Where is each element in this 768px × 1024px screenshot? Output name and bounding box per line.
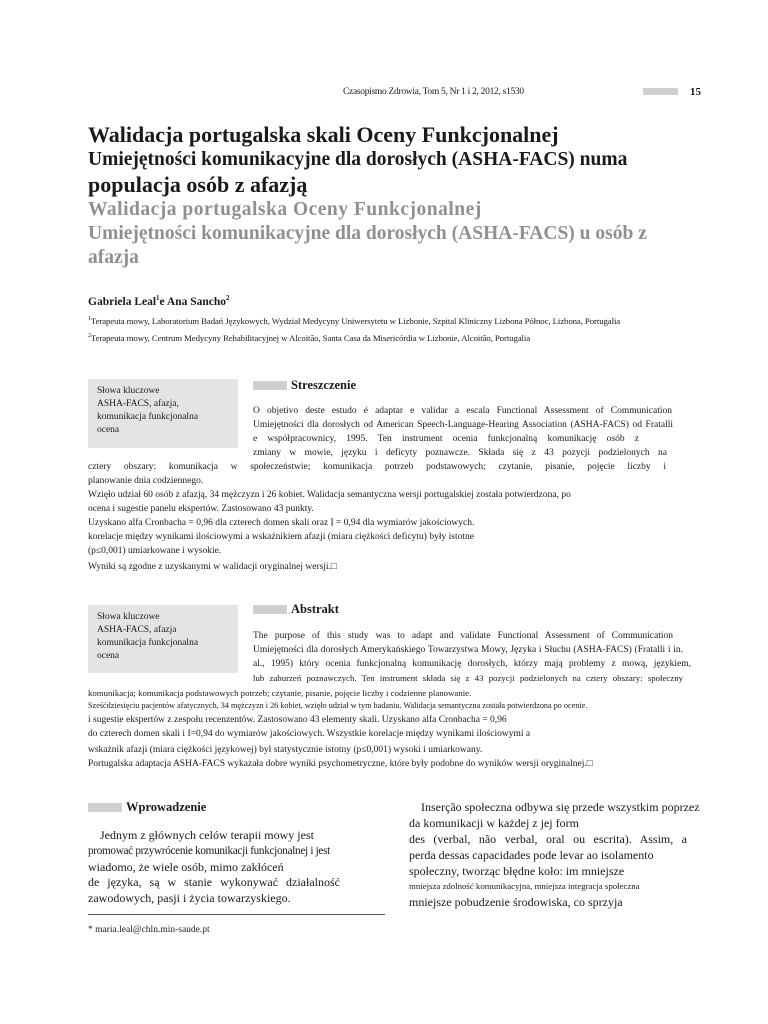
abstract-line: planowanie dnia codziennego. (88, 476, 204, 486)
keyword-line: ocena (97, 425, 120, 435)
abstract-line: zmiany w mowie, języku i deficyty poznawcze. Składa się z 43 pozycji podzielonych na (253, 448, 667, 458)
section-decor-bar (253, 605, 287, 614)
streszczenie-heading: Streszczenie (291, 378, 357, 392)
authors (88, 294, 230, 308)
abstract-line: Portugalska adaptacja ASHA-FACS wykazała dobre wyniki psychometryczne, które były podobne do wyników wersji oryginalnej.□ (88, 759, 593, 769)
wprowadzenie-heading: Wprowadzenie (126, 800, 207, 814)
title-polish-line-1: Walidacja portugalska skali Oceny Funkcjonalnej (88, 122, 559, 147)
title-grey-line-1: Walidacja portugalska Oceny Funkcjonalnej (88, 199, 482, 220)
author-1-sup: 1 (156, 294, 160, 302)
title-polish-line-3: populacja osób z afazją (88, 172, 308, 197)
keywords-label: Słowa kluczowe (97, 612, 160, 622)
abstract-line: Sześćdziesięciu pacjentów afatycznych, 34 mężczyzn i 26 kobiet, wzięło udział w tym badaniu. Walidacja semantyczna została potwierdzona po ocenie. (88, 701, 588, 710)
abstract-line: al., 1995) który ocenia funkcjonalną komunikację dorosłych, którzy mają problemy z mową, językiem, (253, 659, 691, 669)
abstract-line: Wyniki są zgodne z uzyskanymi w walidacji oryginalnej wersji.□ (88, 562, 337, 572)
abstract-line: korelacje między wynikami ilościowymi a wskaźnikiem afazji (miara ciężkości deficytu) były istotne (88, 532, 474, 542)
body-line: Inserção społeczna odbywa się przede wszystkim poprzez (421, 800, 700, 814)
affiliation-2 (88, 333, 530, 343)
page-number: 15 (690, 86, 701, 98)
abstract-line: Umiejętności dla dorosłych Amerykańskiego Towarzystwa Mowy, Języka i Słuchu (ASHA-FACS) (Fratalli i in. (253, 645, 683, 655)
body-line: de języka, są w stanie wykonywać działalność (88, 875, 340, 889)
abstract-line: Umiejętności dla dorosłych od American Speech-Language-Hearing Association (ASHA-FACS) od Fratalli (253, 420, 673, 430)
authors-joiner: e Ana Sancho (159, 295, 227, 308)
abstract-line: komunikacja; komunikacja podstawowych potrzeb; czytanie, pisanie, pojęcie liczby i codzienne planowanie. (88, 688, 472, 698)
abstract-line: do czterech domen skali i I=0,94 do wymiarów jakościowych. Wszystkie korelacje między wynikami ilościowymi a (88, 729, 531, 739)
author-2-sup: 2 (226, 294, 230, 302)
keyword-line: komunikacja funkcjonalna (97, 412, 199, 422)
body-line: des (verbal, não verbal, oral ou escrita). Assim, a (409, 832, 687, 846)
affiliation-1-text: Terapeuta mowy, Laboratorium Badań Językowych, Wydział Medycyny Uniwersytetu w Lizbonie, Szpital Kliniczny Lizbona Północ, Lizbona, Portugalia (90, 316, 621, 326)
body-line: społeczny, tworząc błędne koło: im mniejsze (409, 864, 625, 878)
affiliation-2-text: Terapeuta mowy, Centrum Medycyny Rehabilitacyjnej w Alcoitão, Santa Casa da Misericórdia w Lizbonie, Alcoitão, Portugalia (90, 333, 531, 343)
abstract-line: cztery obszary: komunikacja w społeczeństwie; komunikacja potrzeb podstawowych; czytanie, pisanie, pojęcie liczby i (88, 462, 666, 472)
title-block (88, 122, 748, 270)
body-line: perda dessas capacidades pode levar ao isolamento (409, 848, 654, 862)
abstract-line: wskaźnik afazji (miara ciężkości językowej) był statystycznie istotny (p≤0,001) wysoki i umiarkowany. (88, 745, 483, 755)
title-grey-line-2: Umiejętności komunikacyjne dla dorosłych (ASHA-FACS) u osób z (88, 223, 647, 244)
title-polish-line-2: Umiejętności komunikacyjne dla dorosłych (ASHA-FACS) numa (88, 149, 628, 170)
body-line: zawodowych, pasji i życia towarzyskiego. (88, 891, 291, 905)
footnote-rule (88, 914, 385, 915)
body-line: wiadomo, że wiele osób, mimo zakłóceń (88, 860, 284, 874)
footnote-email: * maria.leal@chln.min-saude.pt (88, 925, 210, 935)
section-decor-bar (253, 381, 287, 390)
section-decor-bar (88, 803, 122, 812)
body-line: mniejsza zdolność komunikacyjna, mniejsza integracja społeczna (409, 881, 640, 891)
abstract-line: i sugestie ekspertów z zespołu recenzentów. Zastosowano 43 elementy skali. Uzyskano alfa Cronbacha = 0,96 (88, 715, 507, 725)
affiliation-2-sup: 2 (88, 333, 91, 340)
keyword-line: komunikacja funkcjonalna (97, 638, 199, 648)
keyword-line: ocena (97, 651, 120, 661)
abstract-line: e współpracownicy, 1995. Ten instrument ocenia funkcjonalną komunikację osób z (253, 434, 639, 444)
affiliation-1 (88, 316, 620, 326)
body-line: mniejsze pobudzenie środowiska, co sprzyja (409, 895, 623, 909)
title-grey-line-3: afazja (88, 247, 139, 268)
abstrakt-heading: Abstrakt (291, 602, 339, 616)
affiliation-1-sup: 1 (88, 316, 91, 323)
header-decor-bar (643, 88, 678, 95)
author-1: Gabriela Leal (88, 295, 157, 308)
abstract-line: ocena i sugestie panelu ekspertów. Zastosowano 43 punkty. (88, 504, 314, 514)
keywords-label: Słowa kluczowe (97, 386, 160, 396)
abstract-line: Uzyskano alfa Cronbacha = 0,96 dla czterech domen skali oraz Ị = 0,94 dla wymiarów jakościowych. (88, 518, 475, 528)
abstract-line: (p≤0,001) umiarkowane i wysokie. (88, 546, 222, 556)
keywords-box-streszczenie (88, 379, 238, 448)
abstract-line: Wzięło udział 60 osób z afazją, 34 mężczyzn i 26 kobiet. Walidacja semantyczna wersji portugalskiej została potwierdzona, po (88, 490, 571, 500)
journal-citation: Czasopismo Zdrowia, Tom 5, Nr 1 i 2, 2012, s1530 (343, 87, 524, 97)
abstract-line: lub zaburzeń poznawczych. Ten instrument składa się z 43 pozycji podzielonych na cztery obszary: społeczny (253, 673, 683, 683)
keyword-line: ASHA-FACS, afazja (97, 625, 177, 635)
abstract-line: The purpose of this study was to adapt and validate Functional Assessment of Communication (253, 631, 673, 641)
abstract-line: O objetivo deste estudo é adaptar e validar a escala Functional Assessment of Communication (253, 406, 672, 416)
keywords-box-abstrakt (88, 605, 238, 673)
body-line: Jednym z głównych celów terapii mowy jest (100, 828, 314, 842)
body-line: da komunikacji w każdej z jej form (409, 816, 579, 830)
body-line: promować przywrócenie komunikacji funkcjonalnej i jest (88, 845, 330, 857)
keyword-line: ASHA-FACS, afazja, (97, 399, 179, 409)
